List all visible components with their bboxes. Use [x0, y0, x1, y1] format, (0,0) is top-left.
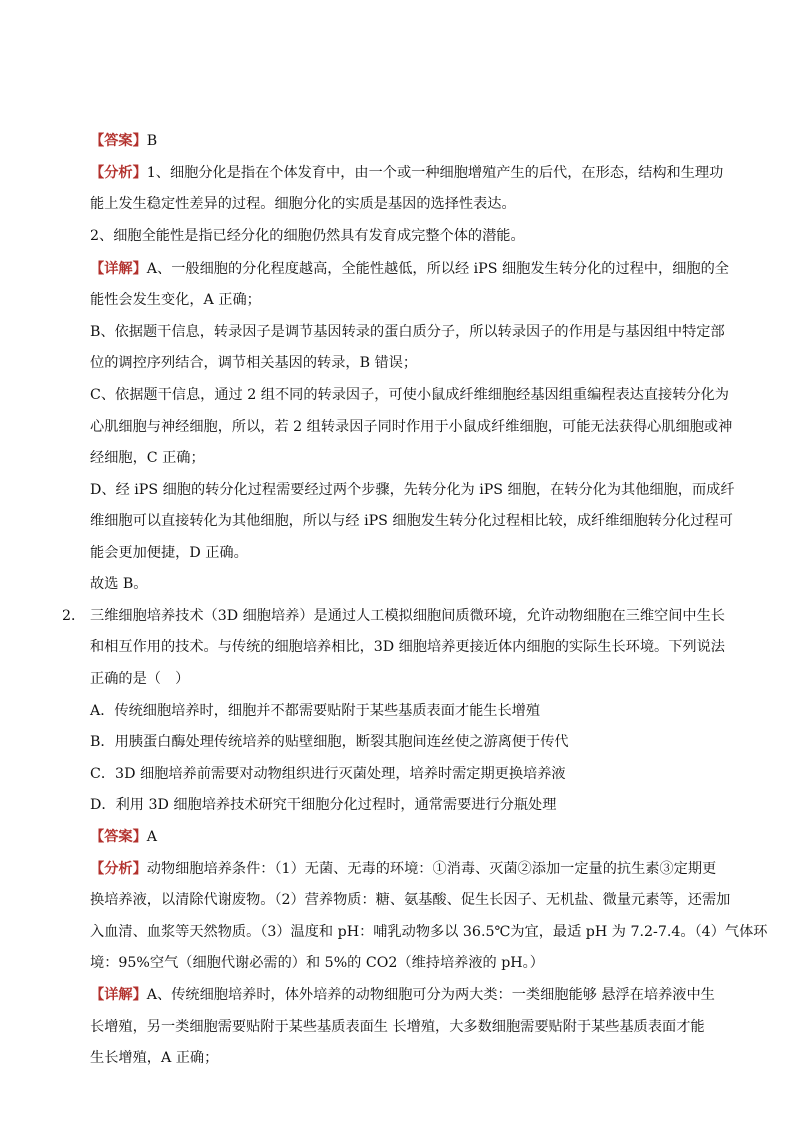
q2-answer: [90, 827, 157, 847]
q2-stem-line-3: 正确的是（ ）: [90, 671, 190, 687]
q1-analysis-line-1: [90, 163, 723, 183]
detail-text: A、传统细胞培养时，体外培养的动物细胞可分为两大类：一类细胞能够 悬浮在培养液中生: [146, 987, 715, 1003]
q2-stem-line-2: 和相互作用的技术。与传统的细胞培养相比，3D 细胞培养更接近体内细胞的实际生长环境。下列说法: [90, 639, 725, 655]
q2-analysis-line-2: 换培养液，以清除代谢废物。（2）营养物质：糖、氨基酸、促生长因子、无机盐、微量元素等，还需加: [90, 892, 731, 908]
q2-detail-line-3: 生长增殖，A 正确；: [90, 1050, 219, 1066]
q1-detail-line-4: 位的调控序列结合，调节相关基因的转录，B 错误；: [90, 355, 418, 371]
q2-detail-line-1: [90, 985, 715, 1005]
q2-option-c: C．3D 细胞培养前需要对动物组织进行灭菌处理，培养时需定期更换培养液: [90, 766, 566, 782]
q1-detail-line-10: 能会更加便捷，D 正确。: [90, 545, 248, 561]
answer-value: B: [146, 133, 158, 149]
q2-stem-line-1: 三维细胞培养技术（3D 细胞培养）是通过人工模拟细胞间质微环境，允许动物细胞在三维空间中生长: [90, 608, 725, 624]
q2-option-d: D．利用 3D 细胞培养技术研究干细胞分化过程时，通常需要进行分瓶处理: [90, 797, 557, 813]
q1-detail-line-3: B、依据题干信息，转录因子是调节基因转录的蛋白质分子，所以转录因子的作用是与基因组中特定部: [90, 324, 725, 340]
detail-text: A、一般细胞的分化程度越高，全能性越低，所以经 iPS 细胞发生转分化的过程中，细胞的全: [146, 261, 729, 277]
q2-analysis-line-1: [90, 859, 716, 879]
q1-analysis-line-2: 能上发生稳定性差异的过程。细胞分化的实质是基因的选择性表达。: [90, 196, 516, 212]
detail-tag: 【详解】: [90, 987, 147, 1003]
q2-number: 2．: [62, 608, 86, 624]
q1-detail-line-9: 维细胞可以直接转化为其他细胞，所以与经 iPS 细胞发生转分化过程相比较，成纤维细胞转分化过程可: [90, 513, 733, 529]
q1-answer: [90, 131, 157, 151]
q2-analysis-line-3: 入血清、血浆等天然物质。（3）温度和 pH：哺乳动物多以 36.5℃为宜，最适 pH 为 7.2-7.4。（4）气体环: [90, 924, 768, 940]
analysis-text: 动物细胞培养条件：（1）无菌、无毒的环境：①消毒、灭菌②添加一定量的抗生素③定期更: [146, 861, 717, 877]
q2-option-a: A．传统细胞培养时，细胞并不都需要贴附于某些基质表面才能生长增殖: [90, 703, 541, 719]
q1-conclusion: 故选 B。: [90, 576, 148, 592]
q1-detail-line-2: 能性会发生变化，A 正确；: [90, 292, 261, 308]
q2-detail-line-2: 长增殖，另一类细胞需要贴附于某些基质表面生 长增殖，大多数细胞需要贴附于某些基质表面才能: [90, 1019, 705, 1035]
q2-analysis-line-4: 境：95%空气（细胞代谢必需的）和 5%的 CO2（维持培养液的 pH。）: [90, 955, 544, 971]
q1-detail-line-7: 经细胞，C 正确；: [90, 450, 205, 466]
analysis-text: 1、细胞分化是指在个体发育中，由一个或一种细胞增殖产生的后代，在形态，结构和生理功: [146, 165, 724, 181]
detail-tag: 【详解】: [90, 261, 147, 277]
answer-value: A: [146, 829, 158, 845]
analysis-tag: 【分析】: [90, 165, 147, 181]
q1-analysis-line-3: 2、细胞全能性是指已经分化的细胞仍然具有发育成完整个体的潜能。: [90, 228, 525, 244]
q1-detail-line-5: C、依据题干信息，通过 2 组不同的转录因子，可使小鼠成纤维细胞经基因组重编程表达直接转分化为: [90, 387, 729, 403]
q2-option-b: B．用胰蛋白酶处理传统培养的贴壁细胞，断裂其胞间连丝使之游离便于传代: [90, 734, 569, 750]
analysis-tag: 【分析】: [90, 861, 147, 877]
q1-detail-line-8: D、经 iPS 细胞的转分化过程需要经过两个步骤，先转分化为 iPS 细胞，在转分化为其他细胞，而成纤: [90, 482, 735, 498]
answer-tag: 【答案】: [90, 829, 147, 845]
q1-detail-line-6: 心肌细胞与神经细胞，所以，若 2 组转录因子同时作用于小鼠成纤维细胞，可能无法获得心肌细胞或神: [90, 419, 733, 435]
q1-detail-line-1: [90, 259, 729, 279]
answer-tag: 【答案】: [90, 133, 147, 149]
